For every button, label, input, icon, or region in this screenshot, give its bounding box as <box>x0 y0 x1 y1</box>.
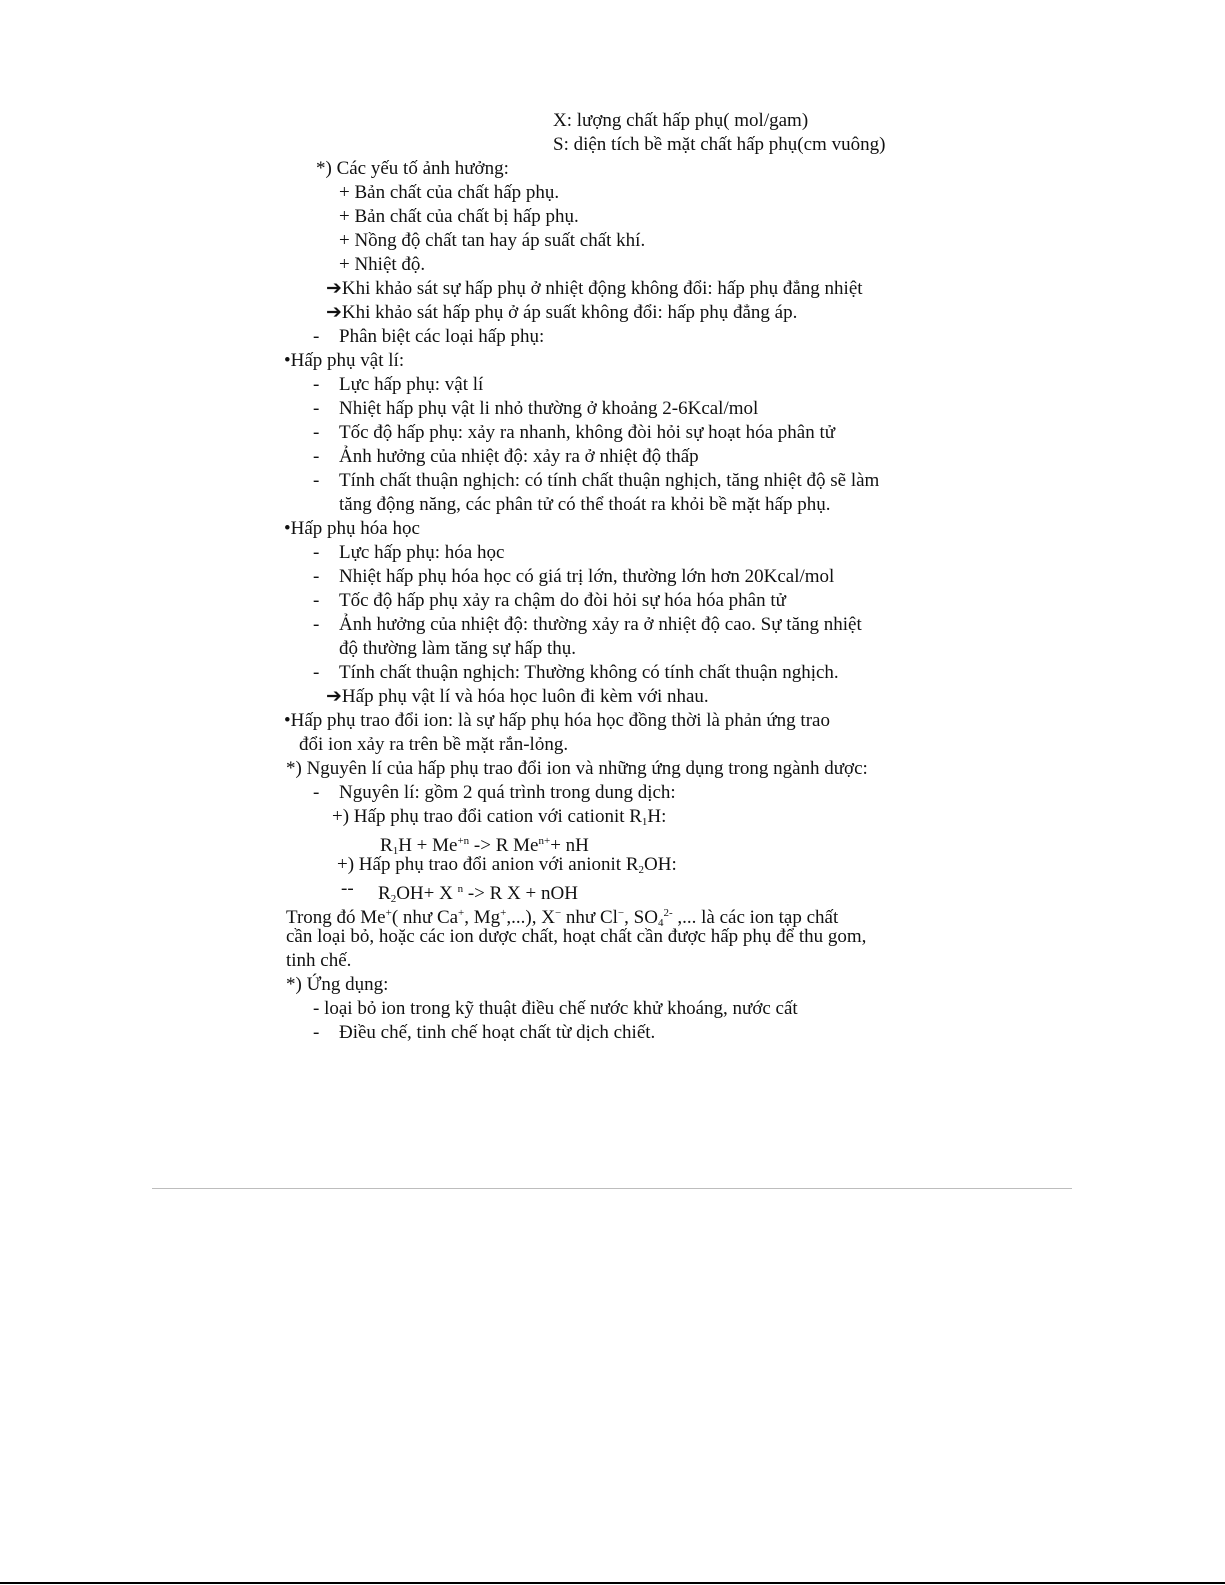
principle-item: Nguyên lí: gồm 2 quá trình trong dung dịch: <box>339 782 676 803</box>
anion-exchange: +) Hấp phụ trao đổi anion với anionit $R_2OH$: <box>337 854 677 876</box>
bullet-dash: - <box>313 470 320 491</box>
factor-item: + Bản chất của chất bị hấp phụ. <box>339 206 579 227</box>
ion-heading: •Hấp phụ trao đổi ion: là sự hấp phụ hóa học đồng thời là phản ứng trao <box>284 710 830 731</box>
cation-equation: $R_1H + Me^{+n} -> R$ $Me^{n+}+$ nH <box>380 835 589 857</box>
factors-heading: *) Các yếu tố ảnh hưởng: <box>316 158 509 179</box>
bullet-dash: - <box>313 614 320 635</box>
phys-item: Tính chất thuận nghịch: có tính chất thuận nghịch, tăng nhiệt độ sẽ làm <box>339 470 880 491</box>
cation-exchange: +) Hấp phụ trao đổi cation với cationit $R_1H$: <box>332 806 667 828</box>
principle-heading: *) Nguyên lí của hấp phụ trao đổi ion và những ứng dụng trong ngành dược: <box>286 758 868 779</box>
bullet-dash: -- <box>341 878 354 899</box>
factor-item: + Bản chất của chất hấp phụ. <box>339 182 560 203</box>
bullet-dash: - <box>313 542 320 563</box>
bullet-dash: - <box>313 446 320 467</box>
phys-item: Tốc độ hấp phụ: xảy ra nhanh, không đòi hỏi sự hoạt hóa phân tử <box>339 422 836 443</box>
bullet-dash: - <box>313 566 320 587</box>
chem-item: Tính chất thuận nghịch: Thường không có tính chất thuận nghịch. <box>339 662 839 683</box>
distinguish-heading: Phân biệt các loại hấp phụ: <box>339 326 545 347</box>
factor-item: + Nhiệt độ. <box>339 254 426 275</box>
where-paragraph-cont: tinh chế. <box>286 950 352 971</box>
bullet-dash: - <box>313 1022 320 1043</box>
legend-s: S: diện tích bề mặt chất hấp phụ(cm vuông) <box>553 134 886 155</box>
factor-item: + Nồng độ chất tan hay áp suất chất khí. <box>339 230 646 251</box>
bullet-dash: - <box>313 398 320 419</box>
where-paragraph-cont: cần loại bỏ, hoặc các ion dược chất, hoạt chất cần được hấp phụ để thu gom, <box>286 926 867 947</box>
phys-item: Ảnh hưởng của nhiệt độ: xảy ra ở nhiệt độ thấp <box>339 446 699 467</box>
bullet-dash: - <box>313 422 320 443</box>
bullet-dash: - <box>313 662 320 683</box>
chem-note: ➔Hấp phụ vật lí và hóa học luôn đi kèm với nhau. <box>326 686 709 707</box>
bottom-edge-rule <box>0 1582 1225 1584</box>
application-heading: *) Ứng dụng: <box>286 974 389 995</box>
phys-item: Nhiệt hấp phụ vật li nhỏ thường ở khoảng 2-6Kcal/mol <box>339 398 759 419</box>
phys-item-cont: tăng động năng, các phân tử có thể thoát ra khỏi bề mặt hấp phụ. <box>339 494 831 515</box>
page-divider <box>152 1188 1072 1189</box>
phys-heading: •Hấp phụ vật lí: <box>284 350 405 371</box>
isotherm-note: ➔Khi khảo sát sự hấp phụ ở nhiệt động không đổi: hấp phụ đẳng nhiệt <box>326 278 863 299</box>
where-paragraph: Trong đó Me+( như Ca+, Mg+,...), X− như Cl−, $SO_4^{2-}$ ,... là các ion tạp chất <box>286 907 839 929</box>
bullet-dash: - <box>313 782 320 803</box>
ion-heading-cont: đổi ion xảy ra trên bề mặt rắn-lỏng. <box>299 734 569 755</box>
bullet-dash: - <box>313 374 320 395</box>
phys-item: Lực hấp phụ: vật lí <box>339 374 484 395</box>
chem-item: Ảnh hưởng của nhiệt độ: thường xảy ra ở nhiệt độ cao. Sự tăng nhiệt <box>339 614 862 635</box>
chem-item: Lực hấp phụ: hóa học <box>339 542 505 563</box>
chem-item: Nhiệt hấp phụ hóa học có giá trị lớn, thường lớn hơn 20Kcal/mol <box>339 566 835 587</box>
chem-heading: •Hấp phụ hóa học <box>284 518 420 539</box>
legend-x: X: lượng chất hấp phụ( mol/gam) <box>553 110 809 131</box>
chem-item: Tốc độ hấp phụ xảy ra chậm do đòi hỏi sự hóa hóa phân tử <box>339 590 786 611</box>
bullet-dash: - <box>313 590 320 611</box>
isobar-note: ➔Khi khảo sát hấp phụ ở áp suất không đổi: hấp phụ đẳng áp. <box>326 302 798 323</box>
anion-equation: $R_2OH+ X$ $^n$ -> R X + nOH <box>378 883 578 905</box>
application-item: Điều chế, tinh chế hoạt chất từ dịch chiết. <box>339 1022 656 1043</box>
application-item: - loại bỏ ion trong kỹ thuật điều chế nước khử khoáng, nước cất <box>313 998 798 1019</box>
chem-item-cont: độ thường làm tăng sự hấp thụ. <box>339 638 576 659</box>
bullet-dash: - <box>313 326 320 347</box>
